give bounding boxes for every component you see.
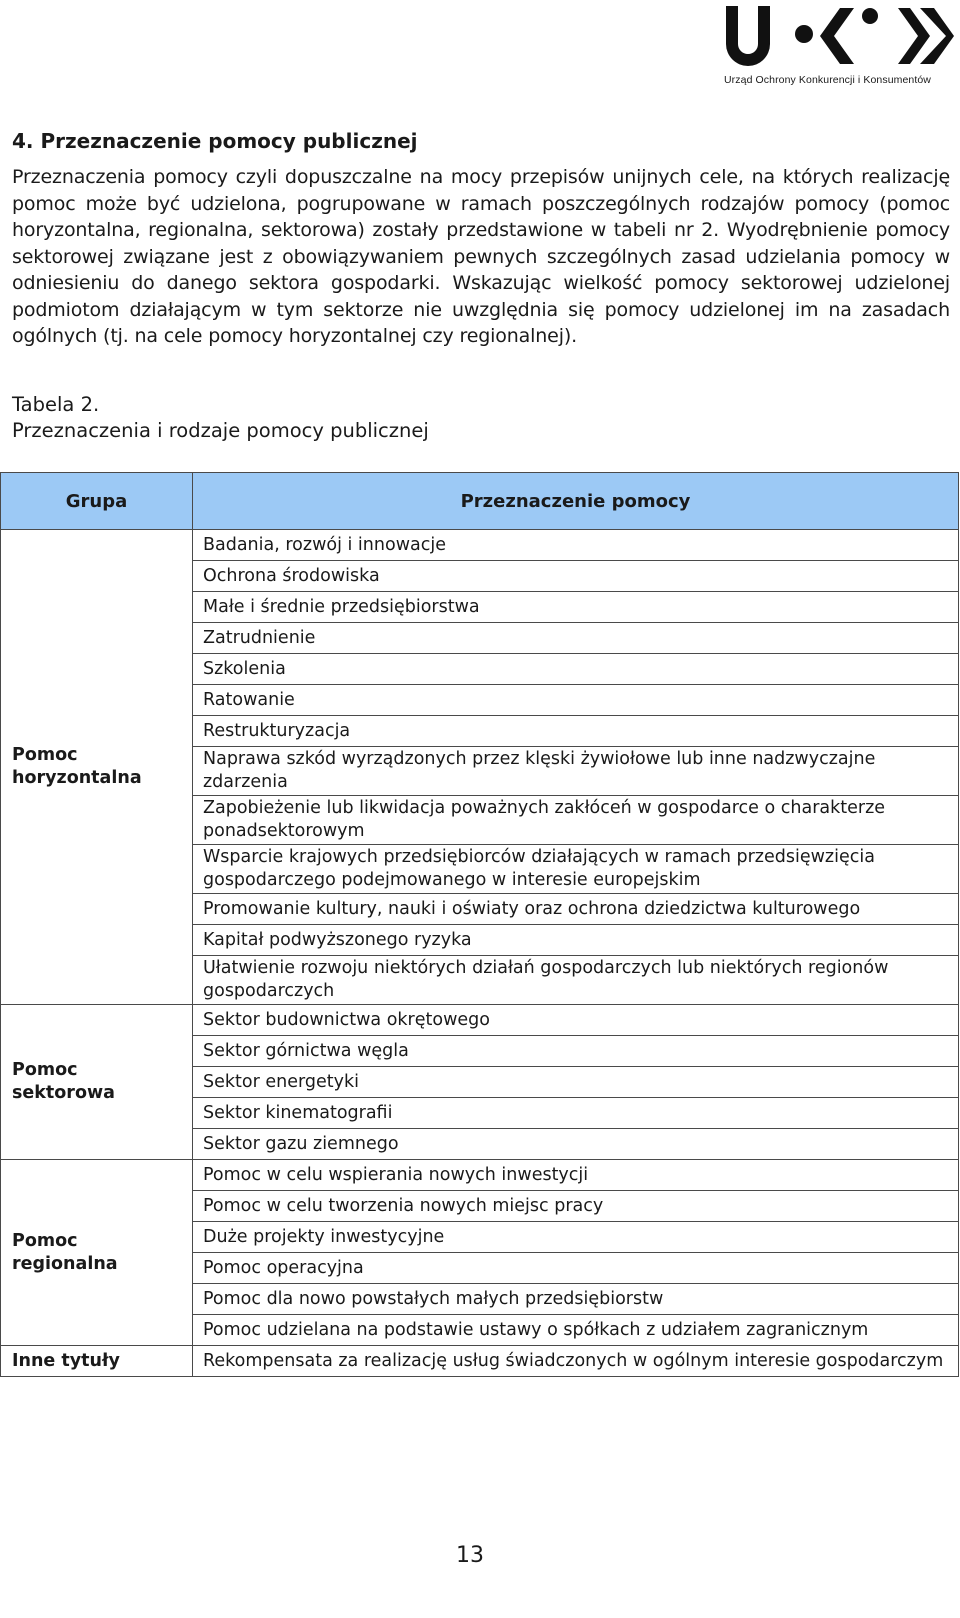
group-cell: Pomoc regionalna xyxy=(1,1160,193,1346)
purpose-cell: Szkolenia xyxy=(193,654,959,685)
section-title: 4. Przeznaczenie pomocy publicznej xyxy=(12,129,418,153)
page-content xyxy=(12,128,950,444)
group-cell: Pomoc sektorowa xyxy=(1,1005,193,1160)
purpose-cell: Małe i średnie przedsiębiorstwa xyxy=(193,592,959,623)
purpose-cell: Restrukturyzacja xyxy=(193,716,959,747)
table-row xyxy=(1,1160,959,1191)
group-cell: Pomoc horyzontalna xyxy=(1,530,193,1005)
table-caption xyxy=(12,392,950,444)
purpose-cell: Zapobieżenie lub likwidacja poważnych zakłóceń w gospodarce o charakterze ponadsektorowym xyxy=(193,796,959,845)
table-row xyxy=(1,1005,959,1036)
aid-purpose-table xyxy=(0,472,959,1377)
uokik-logo xyxy=(724,4,956,90)
purpose-cell: Pomoc w celu wspierania nowych inwestycji xyxy=(193,1160,959,1191)
purpose-cell: Sektor kinematografii xyxy=(193,1098,959,1129)
purpose-cell: Wsparcie krajowych przedsiębiorców działających w ramach przedsięwzięcia gospodarczego podejmowanego w interesie europejskim xyxy=(193,845,959,894)
purpose-cell: Sektor energetyki xyxy=(193,1067,959,1098)
table-body xyxy=(1,530,959,1377)
section-paragraph: Przeznaczenia pomocy czyli dopuszczalne na mocy przepisów unijnych cele, na których realizację pomoc może być udzielona, pogrupowane w ramach poszczególnych rodzajów pomocy (pomoc horyzontalna, regionalna, sektorowa) zostały przedstawione w tabeli nr 2. Wyodrębnienie pomocy sektorowej związane jest z obowiązywaniem pewnych szczególnych zasad udzielania pomocy w odniesieniu do danego sektora gospodarki. Wskazując wielkość pomocy sektorowej udzielonej podmiotom działającym w tym sektorze nie uwzględnia się pomocy udzielonej im na zasadach ogólnych (tj. na cele pomocy horyzontalnej czy regionalnej). xyxy=(12,166,950,347)
purpose-cell: Ochrona środowiska xyxy=(193,561,959,592)
purpose-cell: Sektor gazu ziemnego xyxy=(193,1129,959,1160)
purpose-cell: Ułatwienie rozwoju niektórych działań gospodarczych lub niektórych regionów gospodarczych xyxy=(193,956,959,1005)
purpose-cell: Ratowanie xyxy=(193,685,959,716)
header-group: Grupa xyxy=(1,473,193,530)
uokik-logo-mark xyxy=(724,4,956,70)
logo-caption: Urząd Ochrony Konkurencji i Konsumentów xyxy=(724,74,931,86)
page-number: 13 xyxy=(456,1543,484,1568)
purpose-cell: Pomoc operacyjna xyxy=(193,1253,959,1284)
purpose-cell: Pomoc udzielana na podstawie ustawy o spółkach z udziałem zagranicznym xyxy=(193,1315,959,1346)
purpose-cell: Badania, rozwój i innowacje xyxy=(193,530,959,561)
table-row xyxy=(1,530,959,561)
table-header-row xyxy=(1,473,959,530)
purpose-cell: Pomoc dla nowo powstałych małych przedsiębiorstw xyxy=(193,1284,959,1315)
table-number: Tabela 2. xyxy=(12,392,100,416)
purpose-cell: Sektor budownictwa okrętowego xyxy=(193,1005,959,1036)
table-row xyxy=(1,1346,959,1377)
purpose-cell: Duże projekty inwestycyjne xyxy=(193,1222,959,1253)
purpose-cell: Pomoc w celu tworzenia nowych miejsc pracy xyxy=(193,1191,959,1222)
purpose-cell: Rekompensata za realizację usług świadczonych w ogólnym interesie gospodarczym xyxy=(193,1346,959,1377)
purpose-cell: Promowanie kultury, nauki i oświaty oraz ochrona dziedzictwa kulturowego xyxy=(193,894,959,925)
group-cell: Inne tytuły xyxy=(1,1346,193,1377)
purpose-cell: Zatrudnienie xyxy=(193,623,959,654)
header-purpose: Przeznaczenie pomocy xyxy=(193,473,959,530)
table-title: Przeznaczenia i rodzaje pomocy publicznej xyxy=(12,418,429,442)
purpose-cell: Kapitał podwyższonego ryzyka xyxy=(193,925,959,956)
purpose-cell: Sektor górnictwa węgla xyxy=(193,1036,959,1067)
purpose-cell: Naprawa szkód wyrządzonych przez klęski żywiołowe lub inne nadzwyczajne zdarzenia xyxy=(193,747,959,796)
